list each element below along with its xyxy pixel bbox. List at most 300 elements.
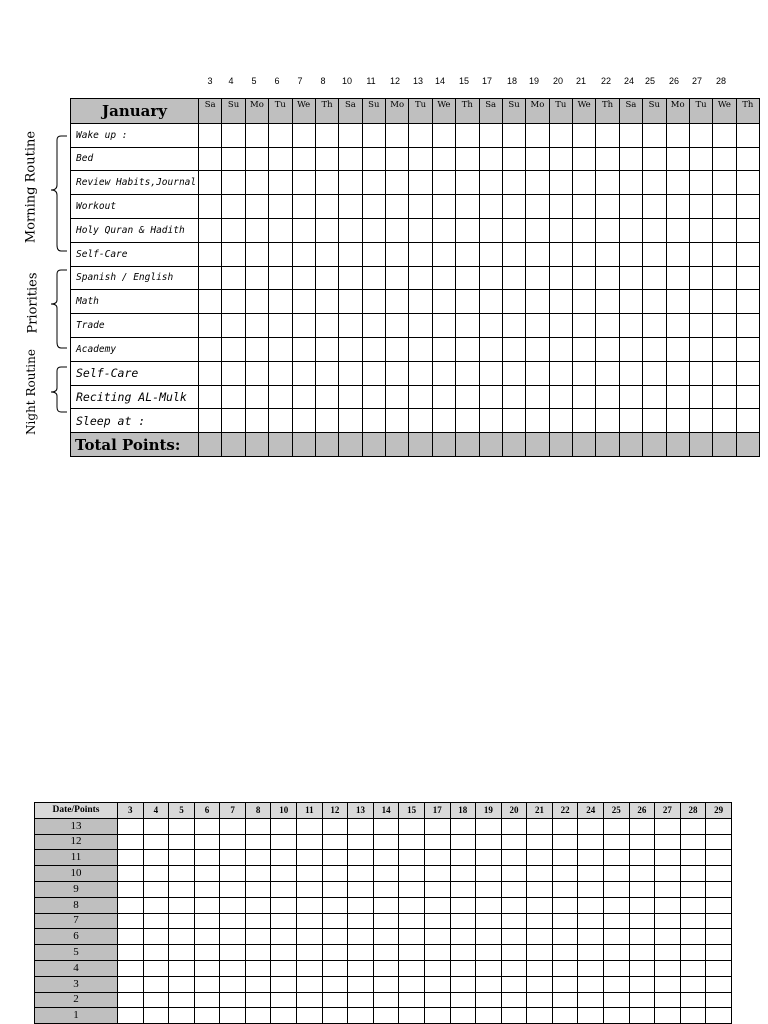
points-cell[interactable] [680, 1008, 706, 1024]
points-cell[interactable] [399, 929, 425, 945]
habit-check-cell[interactable] [315, 290, 338, 314]
points-cell[interactable] [118, 866, 144, 882]
points-cell[interactable] [118, 1008, 144, 1024]
points-cell[interactable] [552, 834, 578, 850]
habit-check-cell[interactable] [456, 337, 479, 361]
habit-check-cell[interactable] [432, 361, 455, 385]
points-cell[interactable] [450, 945, 476, 961]
points-cell[interactable] [348, 834, 374, 850]
habit-check-cell[interactable] [596, 195, 619, 219]
habit-check-cell[interactable] [245, 218, 268, 242]
points-cell[interactable] [245, 913, 271, 929]
habit-check-cell[interactable] [362, 242, 385, 266]
habit-check-cell[interactable] [573, 242, 596, 266]
points-cell[interactable] [476, 913, 502, 929]
points-cell[interactable] [706, 1008, 732, 1024]
habit-check-cell[interactable] [269, 337, 292, 361]
habit-check-cell[interactable] [362, 314, 385, 338]
habit-check-cell[interactable] [432, 218, 455, 242]
points-cell[interactable] [194, 834, 220, 850]
habit-check-cell[interactable] [292, 171, 315, 195]
habit-check-cell[interactable] [573, 337, 596, 361]
habit-check-cell[interactable] [362, 409, 385, 433]
habit-check-cell[interactable] [689, 171, 712, 195]
points-cell[interactable] [245, 850, 271, 866]
points-cell[interactable] [680, 960, 706, 976]
habit-check-cell[interactable] [526, 195, 549, 219]
points-cell[interactable] [501, 850, 527, 866]
points-cell[interactable] [527, 866, 553, 882]
habit-check-cell[interactable] [409, 195, 432, 219]
habit-check-cell[interactable] [713, 385, 736, 409]
habit-check-cell[interactable] [526, 385, 549, 409]
total-points-cell[interactable] [269, 433, 292, 457]
habit-check-cell[interactable] [479, 385, 502, 409]
points-cell[interactable] [706, 881, 732, 897]
habit-check-cell[interactable] [339, 147, 362, 171]
points-cell[interactable] [476, 1008, 502, 1024]
points-cell[interactable] [143, 929, 169, 945]
habit-check-cell[interactable] [315, 123, 338, 147]
points-cell[interactable] [143, 818, 169, 834]
points-cell[interactable] [424, 1008, 450, 1024]
total-points-cell[interactable] [619, 433, 642, 457]
points-cell[interactable] [476, 992, 502, 1008]
points-cell[interactable] [399, 976, 425, 992]
points-cell[interactable] [194, 913, 220, 929]
habit-check-cell[interactable] [713, 409, 736, 433]
habit-check-cell[interactable] [222, 147, 245, 171]
habit-check-cell[interactable] [596, 171, 619, 195]
habit-check-cell[interactable] [339, 242, 362, 266]
points-cell[interactable] [527, 834, 553, 850]
points-cell[interactable] [578, 929, 604, 945]
points-cell[interactable] [629, 992, 655, 1008]
points-cell[interactable] [501, 945, 527, 961]
habit-check-cell[interactable] [386, 195, 409, 219]
habit-check-cell[interactable] [526, 314, 549, 338]
habit-check-cell[interactable] [643, 385, 666, 409]
points-cell[interactable] [603, 866, 629, 882]
points-cell[interactable] [245, 976, 271, 992]
points-cell[interactable] [424, 897, 450, 913]
habit-check-cell[interactable] [245, 266, 268, 290]
points-cell[interactable] [271, 945, 297, 961]
points-cell[interactable] [629, 1008, 655, 1024]
habit-check-cell[interactable] [456, 218, 479, 242]
points-cell[interactable] [194, 945, 220, 961]
points-cell[interactable] [476, 945, 502, 961]
points-cell[interactable] [527, 897, 553, 913]
points-cell[interactable] [706, 913, 732, 929]
points-cell[interactable] [194, 897, 220, 913]
points-cell[interactable] [603, 945, 629, 961]
points-cell[interactable] [629, 945, 655, 961]
habit-check-cell[interactable] [502, 290, 525, 314]
points-cell[interactable] [245, 897, 271, 913]
total-points-cell[interactable] [222, 433, 245, 457]
points-cell[interactable] [220, 818, 246, 834]
points-cell[interactable] [297, 834, 323, 850]
habit-check-cell[interactable] [549, 147, 572, 171]
points-cell[interactable] [424, 945, 450, 961]
habit-check-cell[interactable] [526, 361, 549, 385]
points-cell[interactable] [552, 929, 578, 945]
habit-check-cell[interactable] [666, 123, 689, 147]
habit-check-cell[interactable] [386, 337, 409, 361]
habit-check-cell[interactable] [689, 242, 712, 266]
points-cell[interactable] [578, 992, 604, 1008]
points-cell[interactable] [322, 881, 348, 897]
points-cell[interactable] [297, 897, 323, 913]
points-cell[interactable] [194, 866, 220, 882]
habit-check-cell[interactable] [386, 218, 409, 242]
habit-check-cell[interactable] [666, 290, 689, 314]
habit-check-cell[interactable] [479, 218, 502, 242]
habit-check-cell[interactable] [245, 147, 268, 171]
points-cell[interactable] [655, 1008, 681, 1024]
points-cell[interactable] [578, 945, 604, 961]
habit-check-cell[interactable] [643, 337, 666, 361]
points-cell[interactable] [706, 850, 732, 866]
points-cell[interactable] [169, 818, 195, 834]
points-cell[interactable] [706, 976, 732, 992]
habit-check-cell[interactable] [619, 242, 642, 266]
points-cell[interactable] [169, 1008, 195, 1024]
habit-check-cell[interactable] [736, 409, 759, 433]
points-cell[interactable] [348, 913, 374, 929]
points-cell[interactable] [373, 881, 399, 897]
points-cell[interactable] [424, 992, 450, 1008]
habit-check-cell[interactable] [339, 123, 362, 147]
habit-check-cell[interactable] [432, 314, 455, 338]
points-cell[interactable] [373, 818, 399, 834]
points-cell[interactable] [501, 1008, 527, 1024]
total-points-cell[interactable] [689, 433, 712, 457]
points-cell[interactable] [143, 866, 169, 882]
points-cell[interactable] [476, 976, 502, 992]
points-cell[interactable] [501, 960, 527, 976]
habit-check-cell[interactable] [619, 361, 642, 385]
habit-check-cell[interactable] [713, 242, 736, 266]
habit-check-cell[interactable] [619, 266, 642, 290]
points-cell[interactable] [578, 866, 604, 882]
points-cell[interactable] [578, 976, 604, 992]
habit-check-cell[interactable] [479, 147, 502, 171]
habit-check-cell[interactable] [549, 218, 572, 242]
points-cell[interactable] [348, 866, 374, 882]
points-cell[interactable] [194, 850, 220, 866]
points-cell[interactable] [527, 913, 553, 929]
habit-check-cell[interactable] [736, 314, 759, 338]
points-cell[interactable] [680, 945, 706, 961]
habit-check-cell[interactable] [526, 337, 549, 361]
points-cell[interactable] [655, 960, 681, 976]
habit-check-cell[interactable] [362, 266, 385, 290]
habit-check-cell[interactable] [619, 171, 642, 195]
points-cell[interactable] [322, 866, 348, 882]
habit-check-cell[interactable] [666, 171, 689, 195]
points-cell[interactable] [322, 976, 348, 992]
points-cell[interactable] [245, 866, 271, 882]
points-cell[interactable] [373, 976, 399, 992]
habit-check-cell[interactable] [502, 123, 525, 147]
points-cell[interactable] [424, 818, 450, 834]
habit-check-cell[interactable] [222, 266, 245, 290]
points-cell[interactable] [424, 850, 450, 866]
habit-check-cell[interactable] [315, 314, 338, 338]
points-cell[interactable] [373, 960, 399, 976]
points-cell[interactable] [424, 929, 450, 945]
points-cell[interactable] [118, 992, 144, 1008]
points-cell[interactable] [552, 913, 578, 929]
points-cell[interactable] [220, 929, 246, 945]
points-cell[interactable] [527, 992, 553, 1008]
habit-check-cell[interactable] [362, 361, 385, 385]
habit-check-cell[interactable] [339, 361, 362, 385]
habit-check-cell[interactable] [199, 195, 222, 219]
points-cell[interactable] [655, 945, 681, 961]
points-cell[interactable] [271, 834, 297, 850]
habit-check-cell[interactable] [292, 337, 315, 361]
habit-check-cell[interactable] [479, 361, 502, 385]
points-cell[interactable] [527, 1008, 553, 1024]
habit-check-cell[interactable] [386, 171, 409, 195]
habit-check-cell[interactable] [292, 290, 315, 314]
habit-check-cell[interactable] [269, 290, 292, 314]
habit-check-cell[interactable] [502, 385, 525, 409]
habit-check-cell[interactable] [432, 409, 455, 433]
points-cell[interactable] [424, 960, 450, 976]
points-cell[interactable] [578, 850, 604, 866]
points-cell[interactable] [424, 976, 450, 992]
points-cell[interactable] [655, 992, 681, 1008]
total-points-cell[interactable] [666, 433, 689, 457]
points-cell[interactable] [578, 960, 604, 976]
habit-check-cell[interactable] [269, 266, 292, 290]
habit-check-cell[interactable] [502, 266, 525, 290]
habit-check-cell[interactable] [573, 218, 596, 242]
points-cell[interactable] [450, 881, 476, 897]
points-cell[interactable] [118, 960, 144, 976]
points-cell[interactable] [450, 850, 476, 866]
points-cell[interactable] [271, 913, 297, 929]
points-cell[interactable] [348, 850, 374, 866]
points-cell[interactable] [169, 850, 195, 866]
points-cell[interactable] [118, 834, 144, 850]
habit-check-cell[interactable] [432, 195, 455, 219]
points-cell[interactable] [655, 818, 681, 834]
habit-check-cell[interactable] [479, 171, 502, 195]
points-cell[interactable] [322, 992, 348, 1008]
habit-check-cell[interactable] [666, 195, 689, 219]
points-cell[interactable] [629, 850, 655, 866]
points-cell[interactable] [373, 897, 399, 913]
points-cell[interactable] [194, 818, 220, 834]
habit-check-cell[interactable] [432, 337, 455, 361]
habit-check-cell[interactable] [292, 242, 315, 266]
points-cell[interactable] [476, 897, 502, 913]
points-cell[interactable] [603, 992, 629, 1008]
points-cell[interactable] [603, 881, 629, 897]
points-cell[interactable] [297, 992, 323, 1008]
total-points-cell[interactable] [526, 433, 549, 457]
points-cell[interactable] [220, 834, 246, 850]
habit-check-cell[interactable] [736, 290, 759, 314]
points-cell[interactable] [476, 850, 502, 866]
points-cell[interactable] [629, 818, 655, 834]
habit-check-cell[interactable] [386, 242, 409, 266]
points-cell[interactable] [143, 913, 169, 929]
points-cell[interactable] [450, 976, 476, 992]
points-cell[interactable] [322, 945, 348, 961]
habit-check-cell[interactable] [269, 409, 292, 433]
points-cell[interactable] [399, 913, 425, 929]
habit-check-cell[interactable] [596, 147, 619, 171]
points-cell[interactable] [118, 929, 144, 945]
points-cell[interactable] [706, 960, 732, 976]
habit-check-cell[interactable] [292, 385, 315, 409]
points-cell[interactable] [348, 945, 374, 961]
habit-check-cell[interactable] [596, 409, 619, 433]
points-cell[interactable] [629, 897, 655, 913]
points-cell[interactable] [297, 881, 323, 897]
habit-check-cell[interactable] [619, 218, 642, 242]
habit-check-cell[interactable] [713, 337, 736, 361]
habit-check-cell[interactable] [432, 171, 455, 195]
habit-check-cell[interactable] [362, 171, 385, 195]
total-points-cell[interactable] [315, 433, 338, 457]
points-cell[interactable] [501, 834, 527, 850]
habit-check-cell[interactable] [409, 314, 432, 338]
habit-check-cell[interactable] [386, 147, 409, 171]
habit-check-cell[interactable] [362, 218, 385, 242]
habit-check-cell[interactable] [199, 290, 222, 314]
habit-check-cell[interactable] [666, 409, 689, 433]
points-cell[interactable] [603, 913, 629, 929]
habit-check-cell[interactable] [502, 314, 525, 338]
habit-check-cell[interactable] [222, 385, 245, 409]
habit-check-cell[interactable] [666, 314, 689, 338]
points-cell[interactable] [552, 897, 578, 913]
habit-check-cell[interactable] [409, 123, 432, 147]
habit-check-cell[interactable] [502, 147, 525, 171]
habit-check-cell[interactable] [269, 361, 292, 385]
points-cell[interactable] [271, 850, 297, 866]
total-points-cell[interactable] [199, 433, 222, 457]
habit-check-cell[interactable] [339, 409, 362, 433]
points-cell[interactable] [169, 992, 195, 1008]
points-cell[interactable] [680, 866, 706, 882]
points-cell[interactable] [527, 960, 553, 976]
points-cell[interactable] [706, 866, 732, 882]
points-cell[interactable] [373, 834, 399, 850]
points-cell[interactable] [373, 850, 399, 866]
points-cell[interactable] [603, 929, 629, 945]
habit-check-cell[interactable] [689, 361, 712, 385]
habit-check-cell[interactable] [573, 385, 596, 409]
habit-check-cell[interactable] [269, 385, 292, 409]
points-cell[interactable] [373, 945, 399, 961]
points-cell[interactable] [603, 850, 629, 866]
habit-check-cell[interactable] [713, 361, 736, 385]
habit-check-cell[interactable] [643, 361, 666, 385]
habit-check-cell[interactable] [362, 147, 385, 171]
points-cell[interactable] [578, 834, 604, 850]
points-cell[interactable] [706, 897, 732, 913]
points-cell[interactable] [271, 960, 297, 976]
points-cell[interactable] [552, 992, 578, 1008]
habit-check-cell[interactable] [666, 218, 689, 242]
points-cell[interactable] [629, 834, 655, 850]
points-cell[interactable] [680, 992, 706, 1008]
habit-check-cell[interactable] [362, 195, 385, 219]
points-cell[interactable] [399, 897, 425, 913]
habit-check-cell[interactable] [479, 290, 502, 314]
habit-check-cell[interactable] [596, 218, 619, 242]
points-cell[interactable] [194, 960, 220, 976]
points-cell[interactable] [245, 992, 271, 1008]
points-cell[interactable] [399, 850, 425, 866]
points-cell[interactable] [194, 976, 220, 992]
points-cell[interactable] [552, 976, 578, 992]
points-cell[interactable] [706, 929, 732, 945]
habit-check-cell[interactable] [736, 361, 759, 385]
points-cell[interactable] [476, 834, 502, 850]
points-cell[interactable] [169, 913, 195, 929]
points-cell[interactable] [527, 850, 553, 866]
points-cell[interactable] [527, 881, 553, 897]
habit-check-cell[interactable] [666, 337, 689, 361]
habit-check-cell[interactable] [199, 171, 222, 195]
habit-check-cell[interactable] [736, 218, 759, 242]
habit-check-cell[interactable] [549, 171, 572, 195]
points-cell[interactable] [271, 929, 297, 945]
habit-check-cell[interactable] [526, 290, 549, 314]
habit-check-cell[interactable] [549, 123, 572, 147]
points-cell[interactable] [399, 960, 425, 976]
points-cell[interactable] [399, 945, 425, 961]
points-cell[interactable] [220, 1008, 246, 1024]
total-points-cell[interactable] [245, 433, 268, 457]
points-cell[interactable] [271, 1008, 297, 1024]
habit-check-cell[interactable] [549, 409, 572, 433]
habit-check-cell[interactable] [502, 195, 525, 219]
points-cell[interactable] [169, 929, 195, 945]
habit-check-cell[interactable] [573, 314, 596, 338]
points-cell[interactable] [399, 818, 425, 834]
points-cell[interactable] [424, 913, 450, 929]
points-cell[interactable] [603, 834, 629, 850]
habit-check-cell[interactable] [502, 218, 525, 242]
points-cell[interactable] [194, 992, 220, 1008]
habit-check-cell[interactable] [619, 195, 642, 219]
habit-check-cell[interactable] [269, 314, 292, 338]
habit-check-cell[interactable] [269, 171, 292, 195]
points-cell[interactable] [297, 976, 323, 992]
points-cell[interactable] [501, 976, 527, 992]
habit-check-cell[interactable] [245, 171, 268, 195]
total-points-cell[interactable] [362, 433, 385, 457]
points-cell[interactable] [348, 897, 374, 913]
habit-check-cell[interactable] [199, 123, 222, 147]
habit-check-cell[interactable] [315, 218, 338, 242]
habit-check-cell[interactable] [432, 385, 455, 409]
habit-check-cell[interactable] [549, 195, 572, 219]
habit-check-cell[interactable] [666, 361, 689, 385]
points-cell[interactable] [245, 945, 271, 961]
points-cell[interactable] [450, 818, 476, 834]
